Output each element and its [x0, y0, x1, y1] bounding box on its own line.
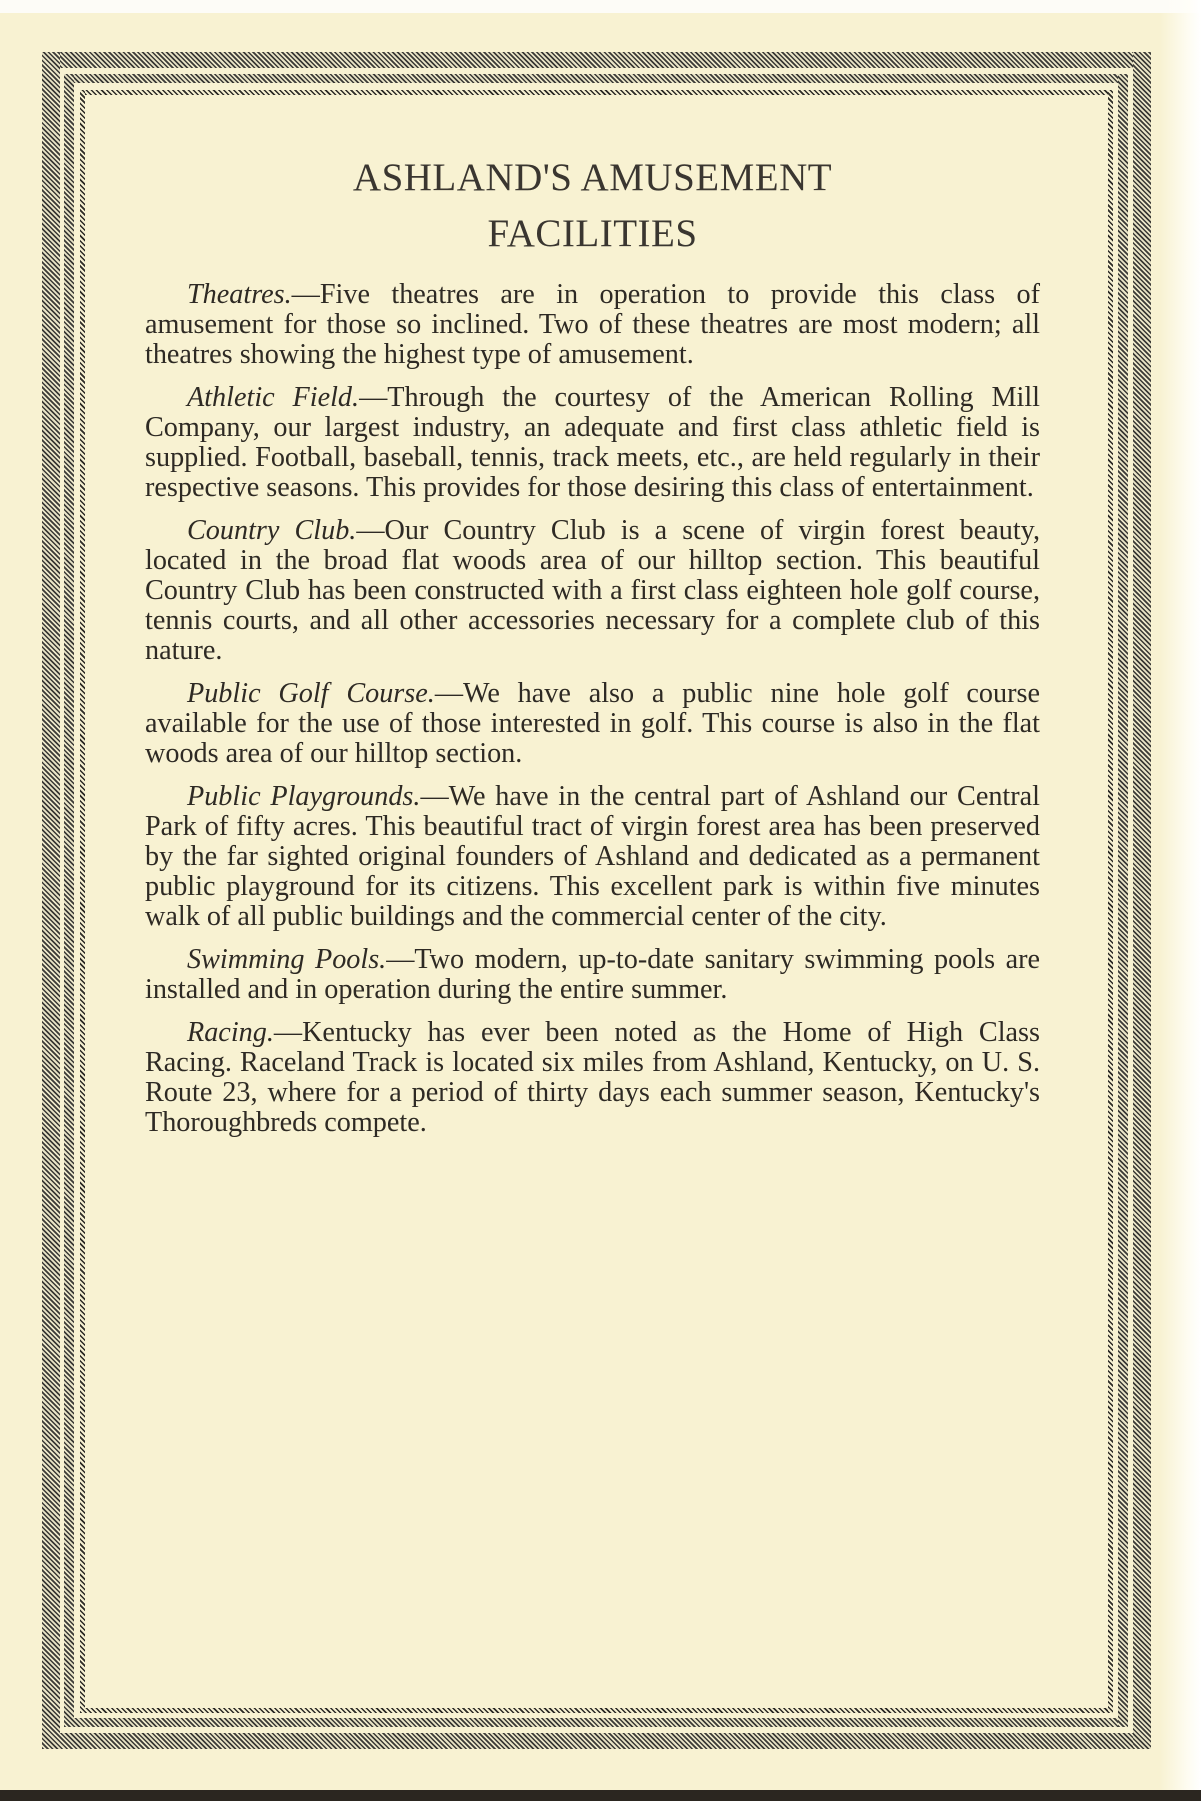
page-bottom-edge — [0, 1790, 1201, 1801]
border-inner-right — [1108, 90, 1113, 1713]
border-middle-left — [64, 74, 74, 1727]
border-inner-top — [80, 90, 1113, 95]
page-title — [145, 150, 1040, 262]
title-line-2: FACILITIES — [487, 212, 698, 255]
border-inner-left — [80, 90, 85, 1713]
border-outer-right — [1133, 52, 1151, 1749]
section-public-golf-course — [145, 679, 1040, 769]
page-top-edge — [0, 0, 1201, 13]
border-outer-top — [42, 52, 1151, 68]
section-swimming-pools — [145, 945, 1040, 1005]
section-country-club — [145, 516, 1040, 666]
border-middle-right — [1118, 74, 1128, 1727]
title-line-1: ASHLAND'S AMUSEMENT — [352, 156, 833, 199]
section-athletic-field — [145, 383, 1040, 503]
section-heading: Public Playgrounds. — [187, 781, 421, 812]
section-body: —Two modern, up-to-date sanitary swimming pools are installed and in operation during the entire summer. — [145, 944, 1040, 1005]
section-heading: Racing. — [187, 1017, 274, 1048]
section-body: —Five theatres are in operation to provide this class of amusement for those so inclined. Two of these theatres are most modern; all theatres showing the highest type of amusement. — [145, 279, 1040, 370]
section-theatres — [145, 280, 1040, 370]
section-body: —We have in the central part of Ashland our Central Park of fifty acres. This beautiful tract of virgin forest area has been preserved by the far sighted original founders of Ashland and dedicated as a permanent public playground for its citizens. This excellent park is within five minutes walk of all public buildings and the commercial center of the city. — [145, 781, 1040, 932]
border-middle-bottom — [64, 1718, 1128, 1727]
section-heading: Theatres. — [187, 279, 292, 310]
section-public-playgrounds — [145, 782, 1040, 932]
section-heading: Swimming Pools. — [187, 944, 387, 975]
border-inner-bottom — [80, 1708, 1113, 1713]
section-body: —Through the courtesy of the American Rolling Mill Company, our largest industry, an adequate and first class athletic field is supplied. Football, baseball, tennis, track meets, etc., are held regularly in their respective seasons. This provides for those desiring this class of entertainment. — [145, 382, 1040, 503]
section-body: —Our Country Club is a scene of virgin forest beauty, located in the broad flat woods area of our hilltop section. This beautiful Country Club has been constructed with a first class eighteen hole golf course, tennis courts, and all other accessories necessary for a complete club of this nature. — [145, 515, 1040, 666]
border-outer-left — [42, 52, 60, 1749]
section-body: —Kentucky has ever been noted as the Home of High Class Racing. Raceland Track is located six miles from Ashland, Kentucky, on U. S. Route 23, where for a period of thirty days each summer season, Kentucky's Thoroughbreds compete. — [145, 1017, 1040, 1138]
section-heading: Public Golf Course. — [187, 678, 435, 709]
page-content — [145, 150, 1040, 1151]
border-middle-top — [64, 74, 1128, 83]
section-body: —We have also a public nine hole golf course available for the use of those interested in golf. This course is also in the flat woods area of our hilltop section. — [145, 678, 1040, 769]
page-right-edge — [1160, 0, 1201, 1790]
section-heading: Athletic Field. — [187, 382, 360, 413]
border-outer-bottom — [42, 1733, 1151, 1749]
section-heading: Country Club. — [187, 515, 357, 546]
section-racing — [145, 1018, 1040, 1138]
